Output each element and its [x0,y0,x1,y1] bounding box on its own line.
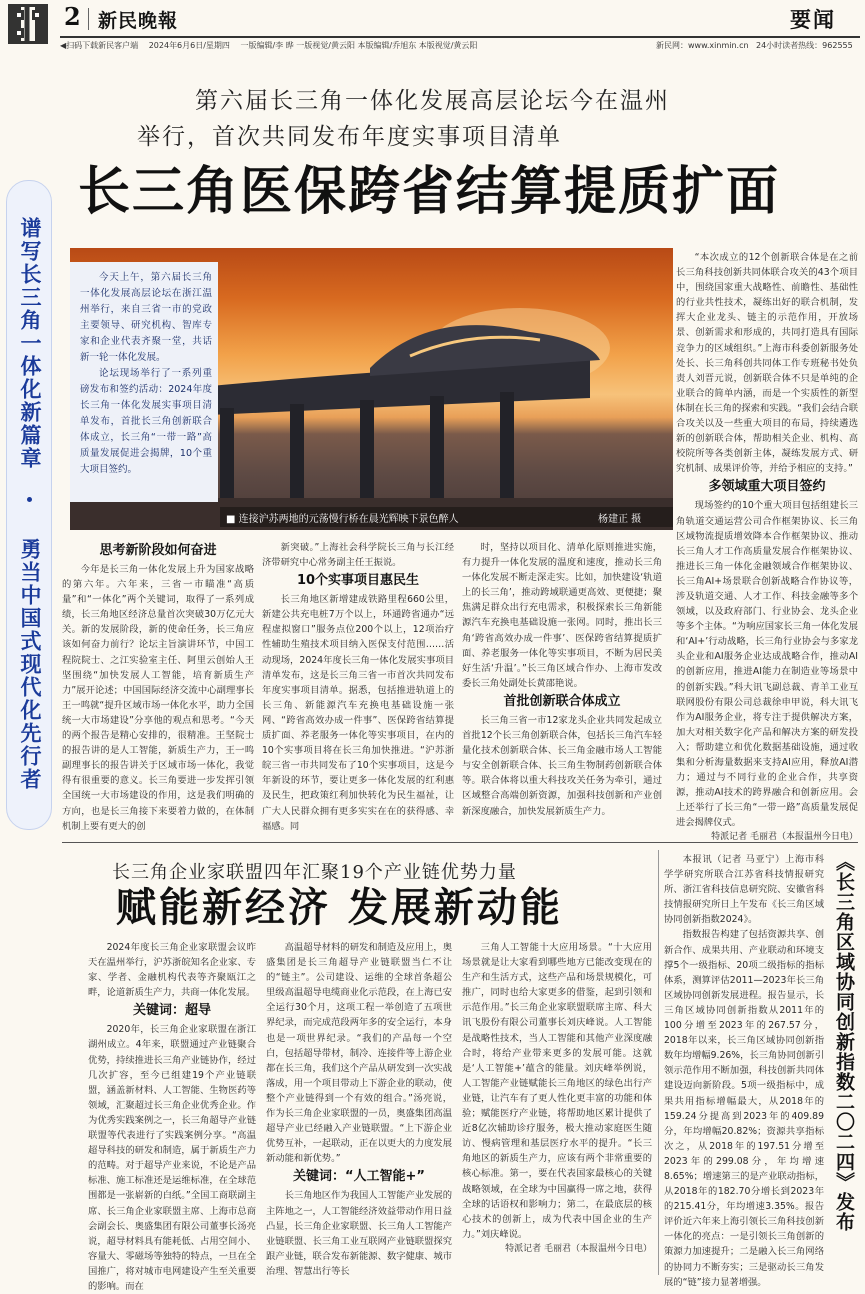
lead-col3-text2: 长三角三省一市12家龙头企业共同发起成立首批12个长三角创新联合体，包括长三角汽车轻量化技术创新联合体、长三角金融市场人工智能与安全创新联合体、长三角生物制药创新联合体等。联合体将以重大科技攻关任务为牵引，通过区域整合高端创新资源，加强科技创新和产业创新深度融合，加快发展新质生产力。 [462,714,662,817]
lead-column-1 [62,540,254,836]
second-col1-intro: 2024年度长三角企业家联盟会议昨天在温州举行，沪苏浙皖知名企业家、专家、学者、金融机构代表等齐聚瓯江之畔，论道新质生产力，共商一体化发展。 [88,942,256,999]
lead-col4-text2: 现场签约的10个重大项目包括组建长三角轨道交通运营公司合作框架协议、长三角区域物流提质增效降本合作框架协议、推动长三角人才工作高质量发展合作框架协议、推进长三角一体化金融领域合作框架协议、长三角AI+场景联合创新战略合作协议等，涉及轨道交通、人才工作、科技金融等多个领域，以及政府部门、行业协会、龙头企业等多个主体。“为响应国家长三角一体化发展和‘AI+’行动战略，长三角行业协会与多家龙头企业和AI服务企业达成战略合作，推动AI的创新应用，推进AI能力在制造业等场景中的创新实践。”科大讯飞副总裁、青羊工业互联网股份有限公司总裁徐申甲说，科大讯飞作为AI服务企业，将专注于提供解决方案，加大对相关数字化产品和解决方案的研发投入；帮助建立和优化数据基础设施，通过收集和分析海量数据来支持AI应用，释放AI潜力；通过与不同行业的企业合作，共享资源，推动AI技术的跨界融合和创新应用。会上还举行了长三角“一带一路”高质量发展促进会揭牌仪式。 [676,500,858,829]
side-article-text [664,852,824,1288]
column-rule [658,850,659,1275]
second-heading-1: 关键词：超导 [132,1003,211,1019]
second-kicker: 长三角企业家联盟四年汇聚19个产业链优势力量 [112,862,517,883]
second-column-3 [462,940,652,1276]
lead-byline: 特派记者 毛丽君（本报温州今日电） [711,832,858,843]
header-divider [88,8,89,30]
lead-column-4 [676,250,858,843]
section-heading-1: 思考新阶段如何奋进 [99,543,217,558]
photo-caption: ■ 连接沪苏两地的元荡慢行桥在晨光辉映下景色醉人 [226,514,459,525]
side-text: 指数报告构建了包括资源共享、创新合作、成果共用、产业联动和环境支撑5个一级指标、20项二级指标的指标体系，测算评估2011—2023年长三角区域协同创新发展进程。报告显示，长三角区域协同创新指数从2011年的100分增至2023年的267.57分，2018年以来，长三角区域协同创新指数年均增幅9.26%，长三角协同创新引领示范作用不断加强，科技创新共同体建设迈向新阶段。5项一级指标中，成果共用指标增幅最大，从2018年的159.24分提高到2023年的409.89分，年均增幅20.82%；资源共享指标次之，从2018年的197.51分增至2023年的299.08分，年均增速8.65%；增速第三的是产业联动指标，从2018年的182.70分增长到2023年的215.41分，年均增速3.35%。报告评价近六年来上海引领长三角科技创新一体化的亮点：一是引领长三角创新的策源力加速提升；二是融入长三角网络的协同力不断夯实；三是驱动长三角发展的“链”接力显著增强。 [664,929,824,1288]
lead-col2-text: 长三角地区新增建成铁路里程660公里，新建公共充电桩7万个以上，环通跨省通办“远程虚拟窗口”服务点位200个以上，12项治疗性辅助生殖技术项目纳入医保支付范围……活动现场，2024年度长三角一体化发展实事项目清单发布，这是长三角三省一市首次共同发布年度实事项目清单。据悉，包括推进轨道上的长三角、新能源汽车充换电基础设施一张网、“跨省高效办成一件事”、医保跨省结算提质扩面、养老服务一体化等实事项目，在内的10个实事项目将在长三角加快推进。“沪苏浙皖三省一市共同发布了10个实事项目，这是今年新设的环节，要让更多一体化发展的红利惠及民生，把政策红利加快转化为民生福祉，让广大人民群众拥有更多实实在在的获得感、幸福感。同 [262,594,454,832]
side-vertical-title: 《长三角区域协同创新指数二〇二四》发布 [833,852,855,1232]
section-heading-4: 多领域重大项目签约 [708,479,826,495]
lead-col1-text: 今年是长三角一体化发展上升为国家战略的第六年。六年来，三省一市瞄准“高质量”和“一体化”两个关键词，取得了一系列成绩，长三角地区经济总量首次突破30万亿元大关。新的发展阶段，新的使命任务，长三角应该如何奋力前行？论坛主旨演讲环节，中国工程院院士、之江实验室主任、阿里云创始人王坚围绕“加快发展人工智能，培育新质生产力”展开论述；中国国际经济交流中心副理事长王一鸣就“提升区域市场一体化水平，助力全国统一大市场建设”分享他的观点和思考。“今天的两个报告是精心安排的，很精准。王坚院士的报告讲的是人工智能，新质生产力，王一鸣副理事长的报告讲关于区域市场一体化，我觉得有很重要的意义。长三角要进一步发挥引领全国统一大市场建设的作用，这是我们明确的方向，也是长三角接下来要着力做的，在体制机制上要有更大的创 [62,564,254,832]
banner-dot [27,497,32,502]
page-number: 2 [64,2,81,31]
second-col2-text2: 长三角地区作为我国人工智能产业发展的主阵地之一，人工智能经济效益带动作用日益凸显，长三角企业家联盟、长三角人工智能产业链联盟、长三角工业互联网产业链联盟探究跟产业链，联合发布新能源、数字健康、城市治理、智慧出行等长 [266,1190,452,1277]
banner-line-2: 勇当中国式现代化先行者 [18,537,42,791]
second-column-1 [88,940,256,1292]
qr-code[interactable] [8,4,48,44]
photo-credit: 杨建正 摄 [598,514,642,525]
lead-kicker-1: 第六届长三角一体化发展高层论坛今在温州 [195,88,670,114]
reader-hotline: 24小时读者热线：962555 [756,41,853,50]
second-heading-2: 关键词：“人工智能+” [293,1169,425,1185]
issue-date: 2024年6月6日/星期四 [148,41,230,50]
site-url[interactable]: 新民网：www.xinmin.cn [656,41,749,50]
left-banner [6,180,52,830]
header-rule [60,36,860,38]
banner-line-1: 谱写长三角一体化新篇章 [18,216,42,470]
header-info [60,40,860,52]
lead-headline: 长三角医保跨省结算提质扩面 [78,162,781,222]
second-byline: 特派记者 毛丽君（本报温州今日电） [505,1243,652,1254]
intro-paragraph-2: 论坛现场举行了一系列重磅发布和签约活动：2024年度长三角一体化发展实事项目清单发布，首批长三角创新联合体成立，长三角“一带一路”高质量发展促进会揭牌，10个重大项目签约。 [80,368,212,475]
second-column-2 [266,940,452,1276]
editor-credits: 一版编辑/李 晔 一版视觉/黄云阳 本版编辑/乔旭东 本版视觉/黄云阳 [240,41,478,50]
lead-col4-text: “本次成立的12个创新联合体是在之前长三角科技创新共同体联合攻关的43个项目中，围绕国家重大战略性、前瞻性、基础性的行业共性技术，凝练出好的联合机制，发挥大企业龙头、链主的示范作用，开放场景、创新需求和形成的，共同打造具有国际竞争力的区域组织。”上海市科委创新服务处处长、长三角科创共同体工作专班秘书处负责人刘晋元说，创新联合体不只是单纯的企业联合的简单内涵，而是一个实质性的新型体制在长三角的探索和实践。“我们会结合联合攻关以及一些重大项目的布局，持续遴选新的创新联合体，帮助相关企业、机构、高校院所等各类创新主体，凝练发展方式、研究机制、成果评价等，并给予相应的支持。” [676,252,858,475]
section-divider [62,842,858,843]
paper-name: 新民晚報 [98,10,179,32]
section-heading-2: 10个实事项目惠民生 [296,573,420,589]
lead-column-2 [262,540,454,836]
lead-intro-box [70,262,218,502]
side-intro: 本报讯（记者 马亚宁）上海市科学学研究所联合江苏省科技情报研究所、浙江省科技信息研究院、安徽省科技情报研究所日上午发布《长三角区域协同创新指数2024》。 [664,854,824,926]
second-col1-text: 2020年，长三角企业家联盟在浙江湖州成立。4年来，联盟通过产业链聚合优势，持续推进长三角产业链协作，经过几次扩容，至今已组建19个产业链联盟，涵盖新材料、人工智能、生物医药等领域，汇聚超过长三角企业优秀企业。作为优秀实践案例之一，长三角超导产业链联盟等代表进行了实践案例分享。“高温超导科技的研发和制造，属于新质生产力的范畴。对于超导产业来说，不论是产品标准、施工标准还是运维标准，在全球范围都是一张崭新的白纸。”全国工商联副主席、长三角企业家联盟主席、上海市总商会副会长、奥盛集团有限公司董事长汤亮说，超导材料具有能耗低、占用空间小、容量大、零磁场等独特的特点，一旦在全国推广，将对城市电网建设产生至关重要的影响。而在 [88,1024,256,1292]
scan-slogan: ◀扫码下载新民客户端 [60,41,139,50]
lead-col2-intro: 新突破。”上海社会科学院长三角与长江经济带研究中心常务副主任王振说。 [262,542,454,569]
second-headline: 赋能新经济 发展新动能 [116,884,563,931]
second-col2-text: 高温超导材料的研发和制造及应用上，奥盛集团是长三角超导产业链联盟当仁不让的“链主”。公司建设、运维的全球首条超公里级高温超导电缆商业化示范段，在上海已安全运行30个月，这项工程一举创造了五项世界纪录，而完成范段两年多的安全运行，本身也是一项世界纪录。“我们的产品每一个空白，包括超导带材，制冷、连接件等上游企业都在长三角，我们这个产品从研发到一次实战落成，用一个项目带动上下游企业的联动，使整个产业链得到一个有效的组合。”汤亮说，作为长三角企业家联盟的一员，奥盛集团高温超导产业已经融入产业链联盟。“上下游企业优势互补，一起联动，正在以更大的力度发展新动能和新优势。” [266,942,452,1165]
second-col3-text: 三角人工智能十大应用场景。“十大应用场景就是让大家看到哪些地方已能改变现在的生产和生活方式，这些产品和场景规模化，可推广，同时也给大家更多的借鉴，起到引领和示范作用。”长三角企业家联盟联席主席、科大讯飞股份有限公司董事长刘庆峰说。人工智能是战略性技术，当人工智能和其他产业深度融合时，将给产业带来更多的发展可能。这就是‘人工智能+’蕴含的能量。刘庆峰举例说，人工智能产业链赋能长三角地区的绿色出行产业链，让汽车有了更人性化更丰富的功能和体验；赋能医疗产业链，将帮助地区累计提供了近8亿次辅助诊疗服务，极大推动家庭医生随访、慢病管理和基层医疗水平的提升。“长三角地区的新质生产力，应该有两个非常重要的核心标准。第一，要在代表国家最核心的关键战略领域，在全球为中国赢得一席之地，获得全球的话语权和影响力；第二，在最底层的核心技术的创新上，成为代表中国企业的生产力。”刘庆峰说。 [462,942,652,1240]
lead-kicker-2: 举行，首次共同发布年度实事项目清单 [137,124,562,150]
lead-column-3 [462,540,662,836]
intro-paragraph-1: 今天上午，第六届长三角一体化发展高层论坛在浙江温州举行，来自三省一市的党政主要领导、研究机构、智库专家和企业代表齐聚一堂，共话新一轮一体化发展。 [80,272,212,363]
section-heading-3: 首批创新联合体成立 [503,693,621,709]
section-title: 要闻 [790,8,836,32]
page-header [0,0,865,58]
lead-col3-text: 时，坚持以项目化、清单化原则推进实施，有力提升一体化发展的温度和速度，推动长三角一体化发展不断走深走实。比如，加快建设‘轨道上的长三角’，推动跨域联通更高效、更便捷；聚焦满足群众出行充电需求，积极探索长三角新能源汽车充换电基础设施一张网。同时，推出长三角‘跨省高效办成一件事’、医保跨省结算提质扩面、养老服务一体化等实事项目，不断为居民美好生活‘升温’。”长三角区域合作办、上海市发改委长三角处副处长黄邵艳说。 [462,542,662,689]
